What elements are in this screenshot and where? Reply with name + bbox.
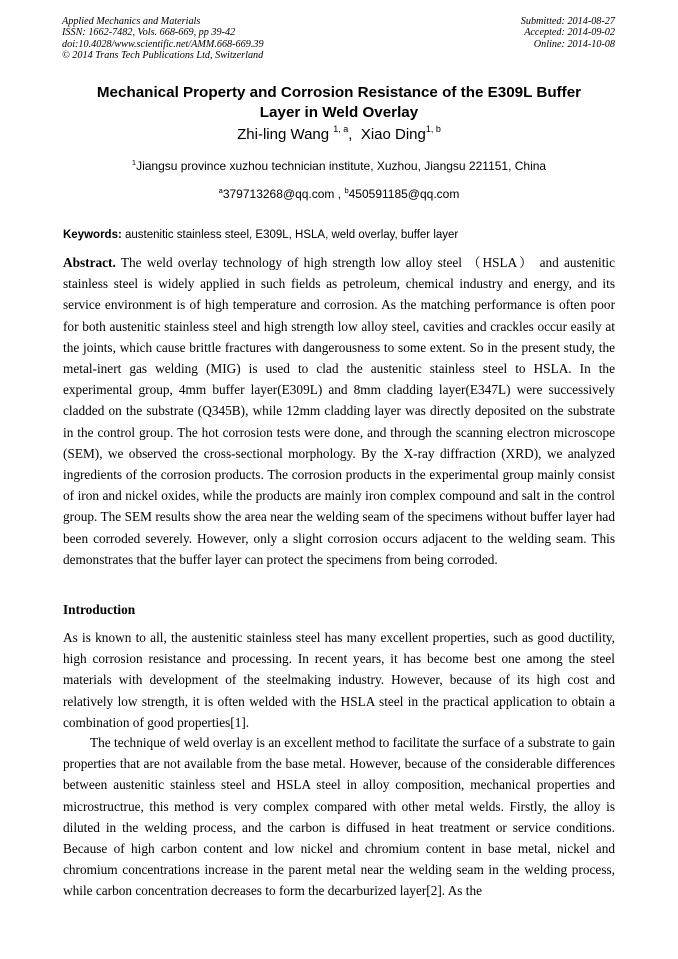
author-emails (0, 186, 678, 202)
email-mark: b (344, 186, 349, 195)
title-line: Mechanical Property and Corrosion Resistance of the E309L Buffer (96, 84, 582, 101)
online-date: Online: 2014-10-08 (533, 38, 615, 50)
doi-line[interactable]: doi:10.4028/www.scientific.net/AMM.668-669.39 (62, 38, 264, 50)
email-separator: , (334, 187, 345, 201)
email-link[interactable]: 450591185@qq.com (348, 187, 460, 201)
keywords (63, 228, 615, 243)
email-link[interactable]: 379713268@qq.com (222, 187, 335, 201)
paper-title (60, 83, 618, 122)
author-name: Zhi-ling Wang (237, 126, 330, 143)
copyright-line: © 2014 Trans Tech Publications Ltd, Switzerland (62, 49, 264, 61)
journal-name: Applied Mechanics and Materials (62, 16, 201, 27)
intro-paragraph: The technique of weld overlay is an excellent method to facilitate the surface of a substrate to gain properties that are not available from the base metal. However, because of the considerable differences between austenitic stainless steel and HSLA steel in alloy composition, mechanical properties and microstructrue, this method is very complex compared with other metal welds. Firstly, the alloy is diluted in the welding process, and the carbon is diffused in heat treatment or service conditions. Because of high carbon content and low nickel and chromium content in base metal, nickel and chromium concentrations increase in the parent metal near the welding seam in the welding process, while carbon concentration decreases to form the decarburized layer[2]. As the (63, 735, 615, 899)
abstract-label: Abstract. (63, 255, 116, 270)
abstract (63, 252, 615, 570)
abstract-text: The weld overlay technology of high strength low alloy steel （HSLA） and austenitic stainless steel is widely applied in such fields as petroleum, chemical industry and energy, and its service environment is of high temperature and corrosion. As the matching performance is often poor for both austenitic stainless steel and high strength low alloy steel, cavities and crackles occur easily at the joints, which cause brittle fractures with dangerousness to some extent. So in the present study, the metal-inert gas welding (MIG) is used to clad the austenitic stainless steel to HSLA. In the experimental group, 4mm buffer layer(E309L) and 8mm cladding layer(E347L) were successively cladded on the substrate (Q345B), while 12mm cladding layer was directly deposited on the substrate in the control group. The hot corrosion tests were done, and through the scanning electron microscope (SEM), we observed the cross-sectional morphology. By the X-ray diffraction (XRD), we analyzed ingredients of the corrosion products. The corrosion products in the experimental group mainly consist of iron and nickel oxides, while the products are mainly iron complex compound and salt in the control group. The SEM results show the area near the welding seam of the specimens without buffer layer had been corroded severely. However, only a slight corrosion occurs adjacent to the welding seam. This demonstrates that the buffer layer can protect the specimens from being corroded. (63, 255, 615, 567)
author-name: Xiao Ding (360, 126, 426, 143)
title-line: Layer in Weld Overlay (259, 103, 419, 121)
affiliation-text: Jiangsu province xuzhou technician institute, Xuzhou, Jiangsu 221151, China (136, 159, 547, 173)
keywords-label: Keywords: (63, 229, 122, 241)
issn-line: ISSN: 1662-7482, Vols. 668-669, pp 39-42 (62, 27, 236, 39)
affiliation (0, 158, 678, 174)
journal-info (62, 16, 264, 61)
accepted-date: Accepted: 2014-09-02 (524, 27, 615, 39)
author-list (0, 126, 678, 144)
section-heading: Introduction (63, 602, 136, 617)
email-mark: a (218, 186, 223, 195)
author-separator: , (348, 126, 353, 143)
author-affiliation-mark: 1, b (425, 124, 441, 134)
affiliation-mark: 1 (131, 158, 137, 167)
submitted-date: Submitted: 2014-08-27 (520, 16, 615, 27)
author-affiliation-mark: 1, a (333, 124, 349, 134)
keywords-text: austenitic stainless steel, E309L, HSLA, weld overlay, buffer layer (125, 229, 459, 241)
intro-paragraph: As is known to all, the austenitic stainless steel has many excellent properties, such as good ductility, high corrosion resistance and processing. In recent years, it has become best one among the steel materials with development of the steelmaking industry. However, because of its high cost and relatively low strength, it is often welded with the HSLA steel in the practical application to obtain a combination of good properties[1]. (63, 630, 615, 730)
publication-dates (521, 16, 615, 50)
